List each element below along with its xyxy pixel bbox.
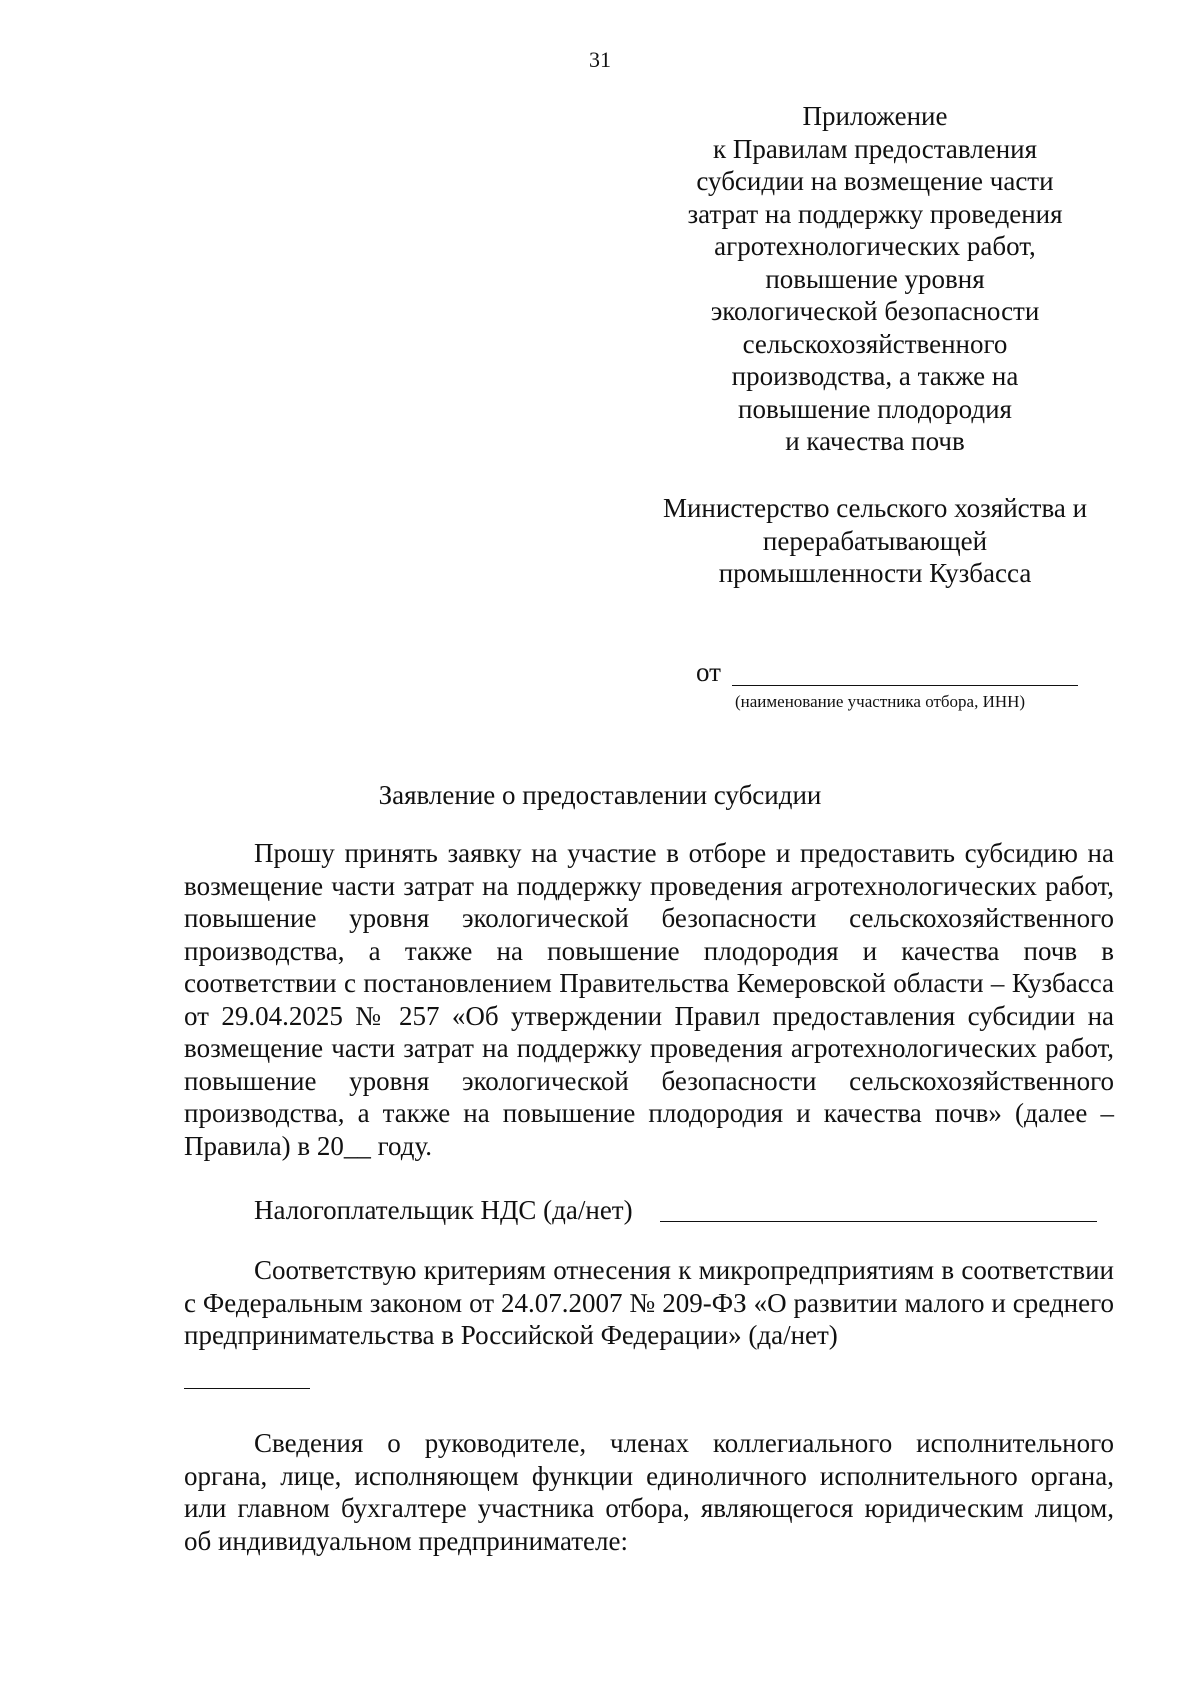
head-info-paragraph: Сведения о руководителе, членах коллегиального исполнительного органа, лице, исполняющем функции единоличного исполнительного органа, или главном бухгалтере участника отбора, являющегося юридическим лицом, об индивидуальном предпринимателе: bbox=[184, 1428, 1114, 1556]
appendix-line: агротехнологических работ, bbox=[714, 231, 1036, 261]
appendix-line: сельскохозяйственного bbox=[742, 328, 1008, 359]
appendix-line: и качества почв bbox=[785, 426, 965, 456]
appendix-line: к Правилам предоставления bbox=[712, 133, 1038, 164]
appendix-line: затрат на поддержку проведения bbox=[687, 198, 1063, 229]
micro-enterprise-blank-line[interactable] bbox=[184, 1388, 310, 1389]
request-paragraph: Прошу принять заявку на участие в отборе и предоставить субсидию на возмещение части затрат на поддержку проведения агротехнологических работ, повышение уровня экологической безопасности сельскохозяйственного производства, а также на повышение плодородия и качества почв в соответствии с постановлением Правительства Кемеровской области – Кузбасса от 29.04.2025 № 257 «Об утверждении Правил предоставления субсидии на возмещение части затрат на поддержку проведения агротехнологических работ, повышение уровня экологической безопасности сельскохозяйственного производства, а также на повышение плодородия и качества почв» (далее – Правила) в 20__ году. bbox=[184, 838, 1114, 1161]
vat-label: Налогоплательщик НДС (да/нет) bbox=[254, 1195, 633, 1225]
micro-enterprise-paragraph: Соответствую критериям отнесения к микропредприятиям в соответствии с Федеральным законом от 24.07.2007 № 209-ФЗ «О развитии малого и среднего предпринимательства в Российской Федерации» (да/нет) bbox=[184, 1255, 1114, 1350]
addressee-line: Министерство сельского хозяйства и bbox=[662, 493, 1088, 523]
page-number: 31 bbox=[589, 47, 611, 72]
addressee-line: перерабатывающей bbox=[762, 525, 988, 556]
addressee-block bbox=[650, 492, 1100, 590]
from-caption: (наименование участника отбора, ИНН) bbox=[735, 692, 1026, 711]
appendix-line: повышение уровня bbox=[765, 263, 985, 294]
appendix-line: повышение плодородия bbox=[738, 393, 1012, 424]
appendix-header bbox=[650, 100, 1100, 458]
from-field[interactable] bbox=[696, 655, 1096, 689]
appendix-line: Приложение bbox=[802, 101, 948, 131]
vat-blank-line[interactable] bbox=[660, 1221, 1097, 1222]
appendix-line: экологической безопасности bbox=[710, 296, 1040, 326]
appendix-line: субсидии на возмещение части bbox=[696, 166, 1054, 196]
addressee-line: промышленности Кузбасса bbox=[718, 558, 1032, 588]
appendix-line: производства, а также на bbox=[731, 361, 1019, 391]
from-label: от bbox=[696, 657, 721, 687]
document-title: Заявление о предоставлении субсидии bbox=[378, 780, 822, 810]
from-blank-line[interactable] bbox=[732, 685, 1078, 686]
